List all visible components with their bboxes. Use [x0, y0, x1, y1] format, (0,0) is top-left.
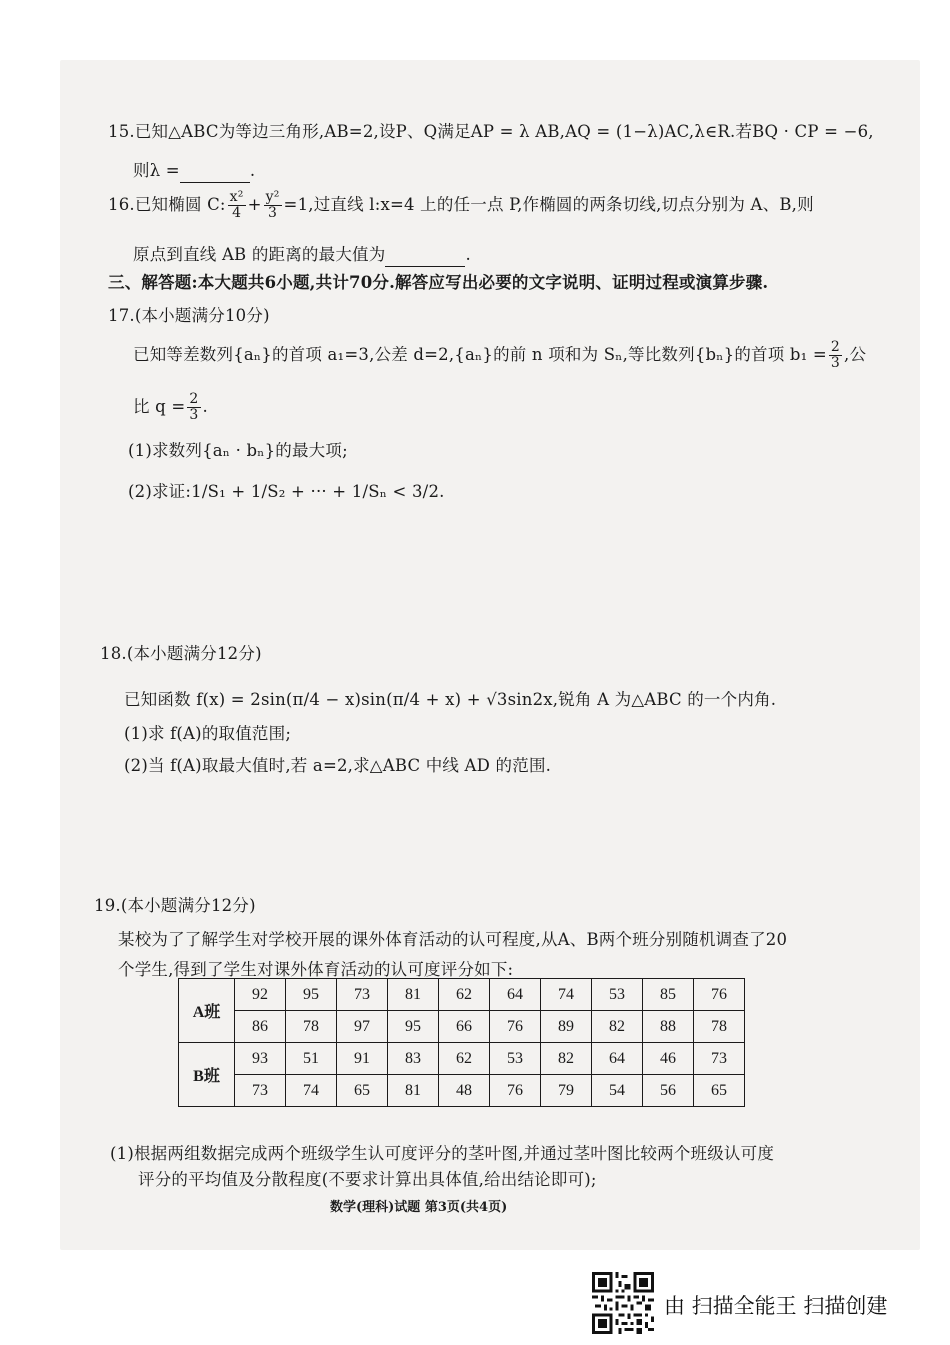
score-cell: 53	[592, 979, 643, 1011]
score-cell: 66	[439, 1011, 490, 1043]
score-cell: 65	[694, 1075, 745, 1107]
score-cell: 53	[490, 1043, 541, 1075]
score-cell: 86	[235, 1011, 286, 1043]
score-cell: 88	[643, 1011, 694, 1043]
score-cell: 76	[694, 979, 745, 1011]
qr-code-icon	[592, 1272, 654, 1334]
table-row	[179, 1075, 745, 1107]
q16-line2: 原点到直线 AB 的距离的最大值为 .	[133, 241, 471, 267]
score-cell: 78	[694, 1011, 745, 1043]
score-cell: 92	[235, 979, 286, 1011]
score-cell: 76	[490, 1075, 541, 1107]
q17-part2: (2)求证:1/S₁ + 1/S₂ + ··· + 1/Sₙ < 3/2.	[128, 482, 445, 501]
q17-part1: (1)求数列{aₙ · bₙ}的最大项;	[128, 441, 348, 460]
q18-part1: (1)求 f(A)的取值范围;	[124, 724, 292, 743]
score-cell: 73	[235, 1075, 286, 1107]
scanner-watermark: 由 扫描全能王 扫描创建	[664, 1294, 888, 1318]
table-row	[179, 1043, 745, 1075]
score-cell: 64	[592, 1043, 643, 1075]
score-cell: 79	[541, 1075, 592, 1107]
fraction-y: $\frac{\text{y²}}{3}$	[265, 189, 280, 221]
fraction-b1: $\frac{2}{3}$	[830, 339, 841, 371]
q19-part1-line2: 评分的平均值及分散程度(不要求计算出具体值,给出结论即可);	[138, 1170, 597, 1189]
q17-stem1: 已知等差数列{aₙ}的首项 a₁=3,公差 d=2,{aₙ}的前 n 项和为 Sₙ,等比数列{bₙ}的首项 b₁ = $\frac{2}{3}$ ,公	[133, 339, 867, 371]
table-row	[179, 1011, 745, 1043]
score-cell: 74	[541, 979, 592, 1011]
score-cell: 51	[286, 1043, 337, 1075]
q19-stem2: 个学生,得到了学生对课外体育活动的认可度评分如下:	[118, 960, 514, 979]
q16-line1: 16.已知椭圆 C: $\frac{\text{x²}}{4}$ + $\frac{\text{y²}}{3}$ =1,过直线 l:x=4 上的任一点 P,作椭圆的两条切线,切点分别为 A、B,则	[108, 189, 814, 221]
q17-stem2: 比 q = $\frac{2}{3}$ .	[133, 391, 208, 423]
score-cell: 73	[694, 1043, 745, 1075]
score-cell: 65	[337, 1075, 388, 1107]
score-cell: 48	[439, 1075, 490, 1107]
table-row	[179, 979, 745, 1011]
score-cell: 95	[388, 1011, 439, 1043]
page-footer: 数学(理科)试题 第3页(共4页)	[330, 1200, 508, 1215]
q19-part1-line1: (1)根据两组数据完成两个班级学生认可度评分的茎叶图,并通过茎叶图比较两个班级认可度	[110, 1144, 775, 1163]
score-cell: 97	[337, 1011, 388, 1043]
answer-blank	[385, 247, 465, 267]
q15-line1: 15.已知△ABC为等边三角形,AB=2,设P、Q满足AP = λ AB,AQ = (1−λ)AC,λ∈R.若BQ · CP = −6,	[108, 122, 874, 141]
q17-header: 17.(本小题满分10分)	[108, 306, 270, 325]
score-cell: 78	[286, 1011, 337, 1043]
score-cell: 46	[643, 1043, 694, 1075]
score-cell: 82	[541, 1043, 592, 1075]
score-cell: 91	[337, 1043, 388, 1075]
q18-stem: 已知函数 f(x) = 2sin(π/4 − x)sin(π/4 + x) + √3sin2x,锐角 A 为△ABC 的一个内角.	[124, 690, 777, 709]
score-cell: 62	[439, 979, 490, 1011]
score-cell: 76	[490, 1011, 541, 1043]
score-cell: 81	[388, 1075, 439, 1107]
q18-header: 18.(本小题满分12分)	[100, 644, 262, 663]
score-cell: 89	[541, 1011, 592, 1043]
score-table	[178, 978, 745, 1107]
score-cell: 83	[388, 1043, 439, 1075]
score-cell: 81	[388, 979, 439, 1011]
q18-part2: (2)当 f(A)取最大值时,若 a=2,求△ABC 中线 AD 的范围.	[124, 756, 552, 775]
score-cell: 62	[439, 1043, 490, 1075]
score-cell: 82	[592, 1011, 643, 1043]
score-cell: 93	[235, 1043, 286, 1075]
q19-stem1: 某校为了了解学生对学校开展的课外体育活动的认可程度,从A、B两个班分别随机调查了20	[118, 930, 788, 949]
section-heading: 三、解答题:本大题共6小题,共计70分.解答应写出必要的文字说明、证明过程或演算步骤.	[108, 273, 769, 292]
score-cell: 95	[286, 979, 337, 1011]
q19-header: 19.(本小题满分12分)	[94, 896, 256, 915]
score-cell: 54	[592, 1075, 643, 1107]
q15-line2: 则λ = .	[133, 157, 255, 183]
answer-blank	[180, 163, 250, 183]
score-cell: 64	[490, 979, 541, 1011]
score-cell: 56	[643, 1075, 694, 1107]
fraction-x: $\frac{\text{x²}}{4}$	[229, 189, 244, 221]
score-cell: 74	[286, 1075, 337, 1107]
class-b-label: B班	[179, 1043, 235, 1107]
class-a-label: A班	[179, 979, 235, 1043]
fraction-q: $\frac{2}{3}$	[189, 391, 199, 423]
score-cell: 73	[337, 979, 388, 1011]
score-cell: 85	[643, 979, 694, 1011]
